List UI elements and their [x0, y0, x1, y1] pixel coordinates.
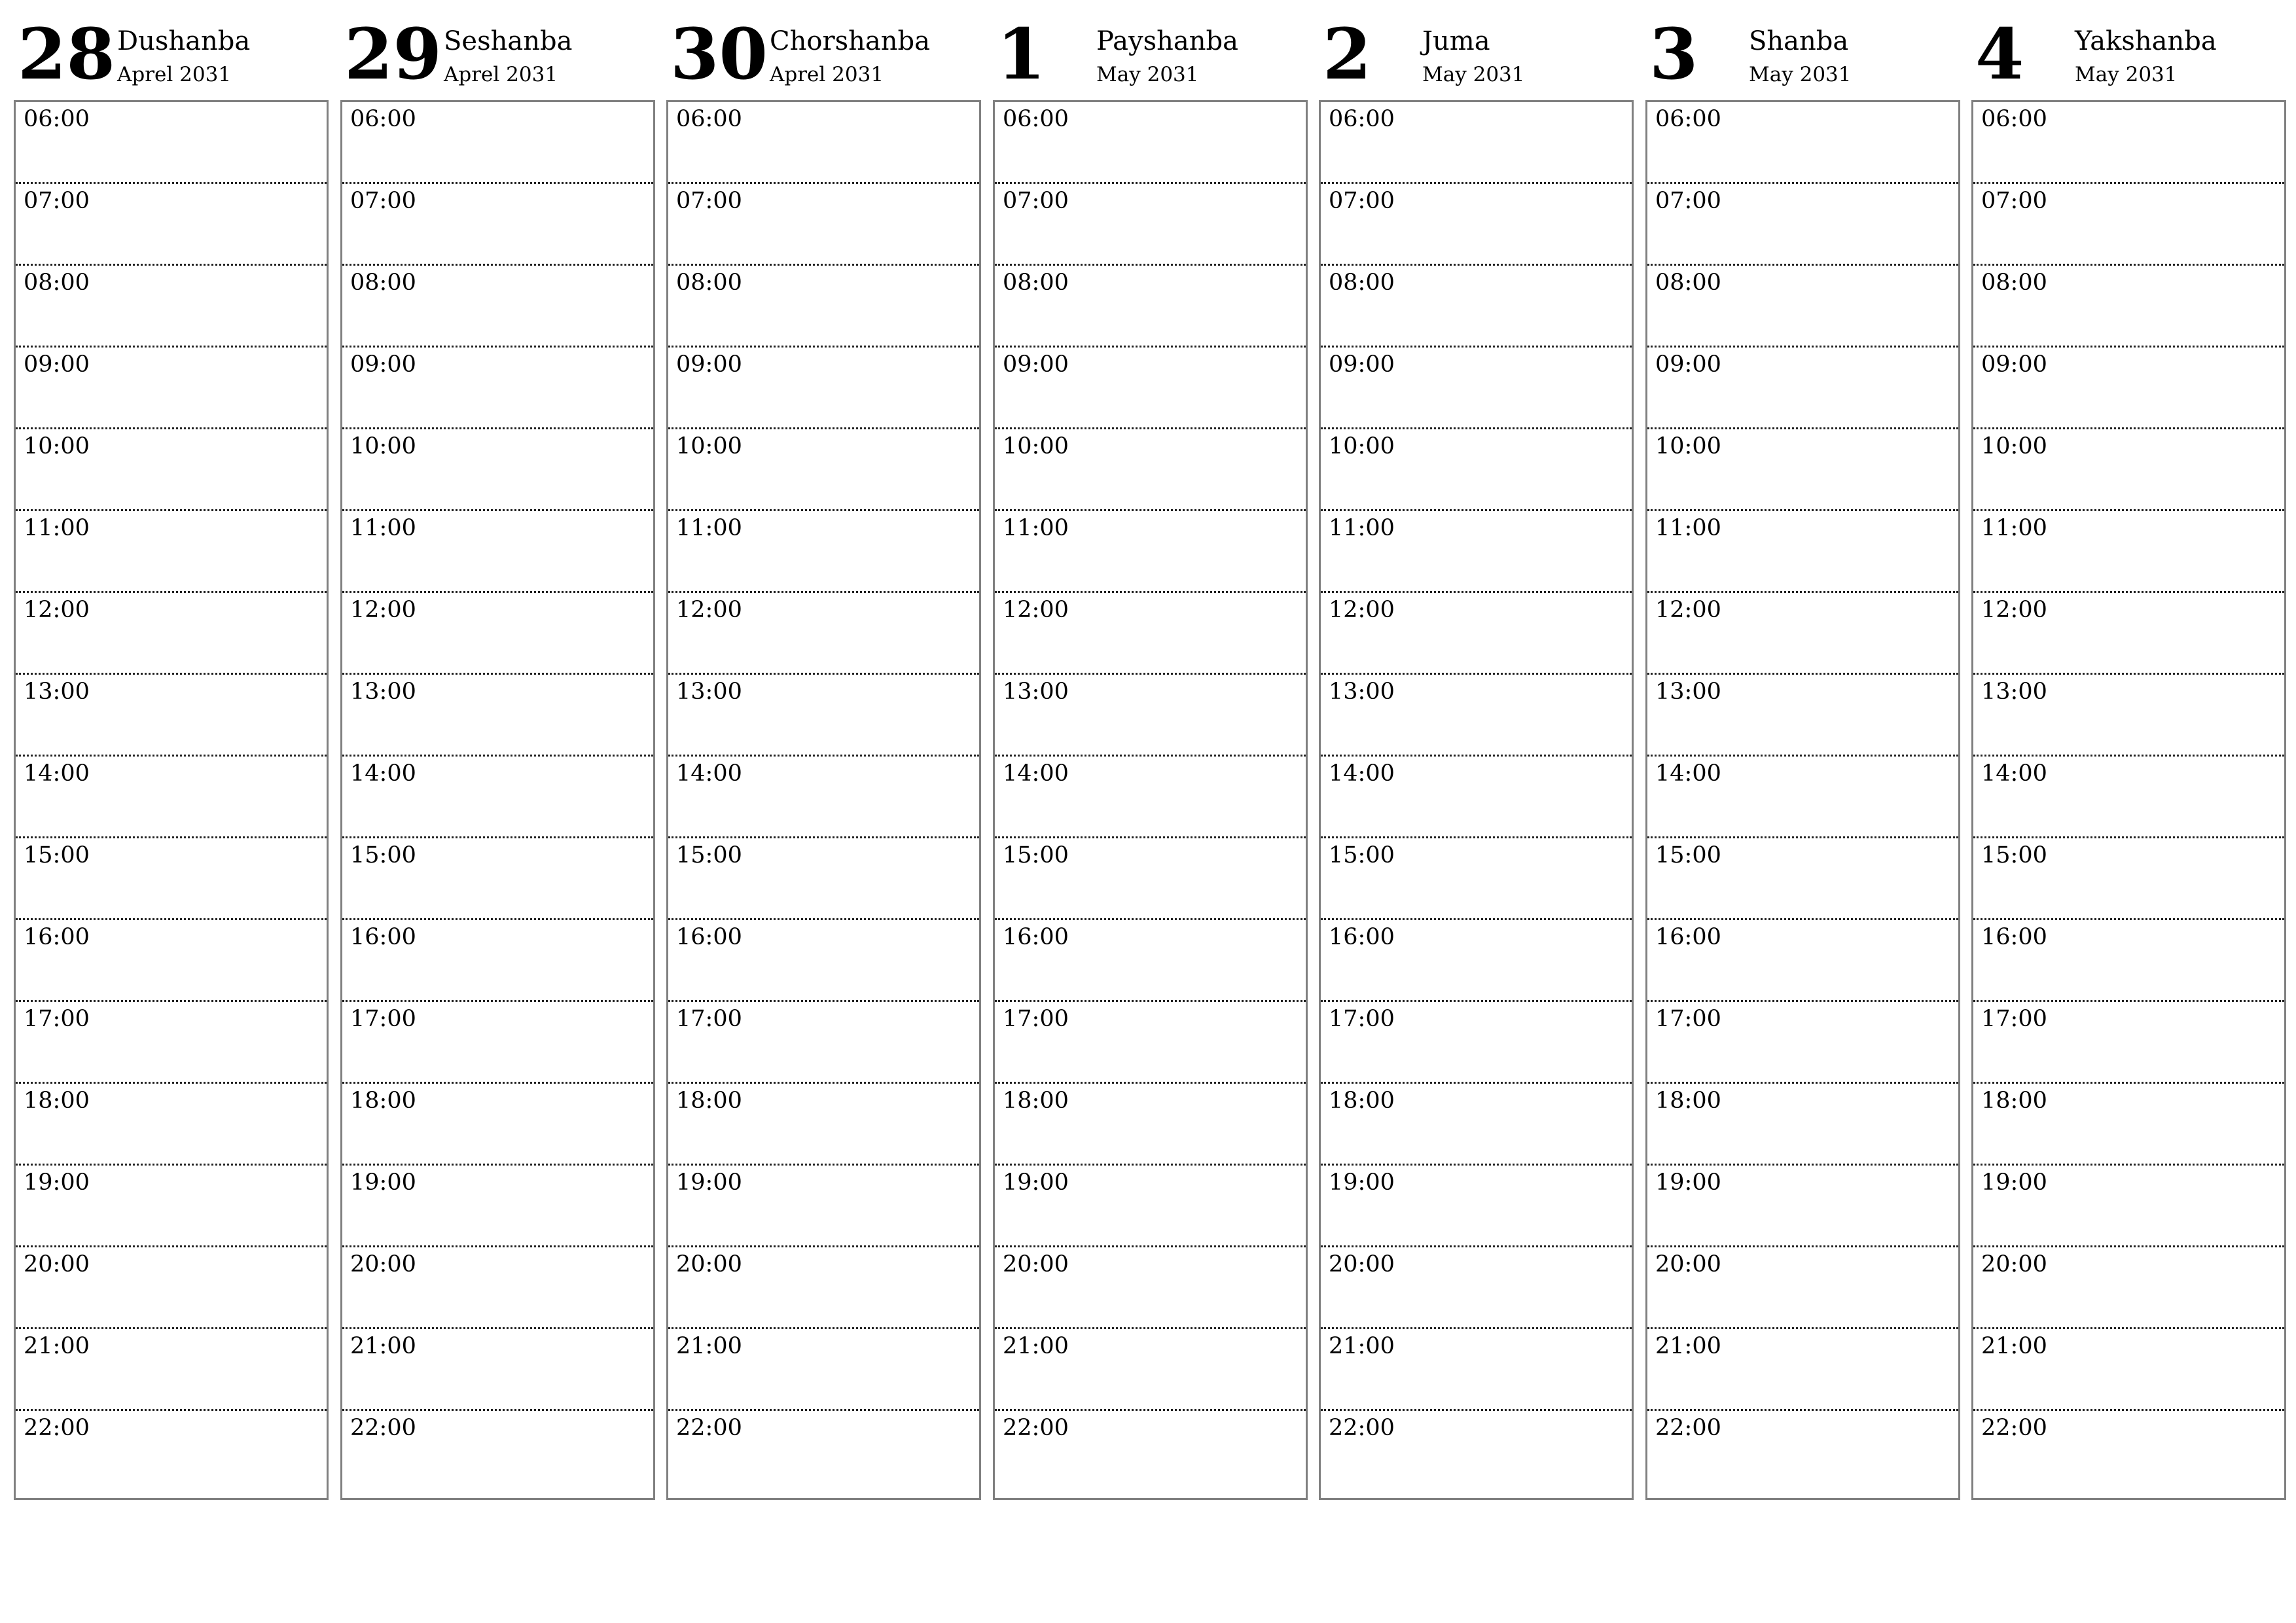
day-number: 4 [1975, 14, 2024, 96]
time-slot[interactable] [342, 348, 653, 429]
time-slot[interactable] [342, 102, 653, 184]
time-slot[interactable] [342, 1084, 653, 1166]
day-header [340, 0, 654, 98]
time-label: 10:00 [676, 433, 742, 459]
time-label: 14:00 [1981, 760, 2047, 787]
time-slot[interactable] [668, 1002, 979, 1084]
time-slot[interactable] [668, 348, 979, 429]
time-slot[interactable] [668, 266, 979, 348]
time-slot[interactable] [16, 675, 327, 757]
time-slot[interactable] [16, 920, 327, 1002]
day-header [666, 0, 980, 98]
time-label: 15:00 [350, 842, 416, 868]
time-slot[interactable] [668, 838, 979, 920]
time-label: 20:00 [1655, 1251, 1721, 1277]
day-column [1971, 0, 2285, 1501]
time-slot[interactable] [16, 184, 327, 266]
time-label: 11:00 [24, 515, 90, 541]
time-label: 20:00 [676, 1251, 742, 1277]
time-label: 16:00 [676, 924, 742, 950]
time-label: 19:00 [676, 1169, 742, 1196]
day-column [1319, 0, 1632, 1501]
time-slot[interactable] [1973, 1247, 2284, 1329]
time-slot[interactable] [342, 838, 653, 920]
time-grid [666, 100, 981, 1500]
time-slot[interactable] [1973, 1002, 2284, 1084]
time-slot[interactable] [1973, 675, 2284, 757]
time-label: 16:00 [350, 924, 416, 950]
time-slot[interactable] [995, 511, 1306, 593]
time-slot[interactable] [342, 429, 653, 511]
time-label: 07:00 [350, 188, 416, 214]
day-name: Juma [1422, 26, 1490, 56]
day-name: Yakshanba [2075, 26, 2217, 56]
time-slot[interactable] [1321, 1084, 1632, 1166]
time-label: 20:00 [350, 1251, 416, 1277]
time-slot[interactable] [1647, 1002, 1958, 1084]
time-slot[interactable] [995, 838, 1306, 920]
time-slot[interactable] [1321, 511, 1632, 593]
time-slot[interactable] [1647, 1329, 1958, 1411]
time-label: 09:00 [1003, 351, 1069, 378]
time-slot[interactable] [16, 838, 327, 920]
time-label: 19:00 [1003, 1169, 1069, 1196]
day-column [666, 0, 980, 1501]
time-slot[interactable] [668, 1329, 979, 1411]
time-slot[interactable] [342, 184, 653, 266]
time-label: 13:00 [676, 679, 742, 705]
time-label: 11:00 [676, 515, 742, 541]
time-grid [14, 100, 329, 1500]
time-slot[interactable] [342, 511, 653, 593]
time-label: 16:00 [24, 924, 90, 950]
day-number: 2 [1323, 14, 1372, 96]
time-label: 09:00 [350, 351, 416, 378]
time-label: 07:00 [24, 188, 90, 214]
time-slot[interactable] [342, 1002, 653, 1084]
time-slot[interactable] [1321, 102, 1632, 184]
time-label: 11:00 [1655, 515, 1721, 541]
time-slot[interactable] [1973, 1166, 2284, 1247]
day-name: Dushanba [117, 26, 251, 56]
time-slot[interactable] [1973, 1329, 2284, 1411]
time-slot[interactable] [16, 1329, 327, 1411]
time-slot[interactable] [668, 1166, 979, 1247]
day-month-year: Aprel 2031 [444, 63, 558, 86]
time-slot[interactable] [995, 757, 1306, 838]
time-label: 12:00 [1003, 597, 1069, 623]
time-label: 08:00 [676, 270, 742, 296]
time-slot[interactable] [1973, 757, 2284, 838]
time-label: 22:00 [350, 1415, 416, 1441]
time-slot[interactable] [1321, 1329, 1632, 1411]
day-number: 30 [670, 14, 768, 96]
time-slot[interactable] [16, 593, 327, 675]
day-name: Chorshanba [770, 26, 930, 56]
time-slot[interactable] [668, 184, 979, 266]
time-slot[interactable] [1647, 920, 1958, 1002]
time-slot[interactable] [1321, 1247, 1632, 1329]
day-number: 28 [18, 14, 115, 96]
time-slot[interactable] [668, 1084, 979, 1166]
time-label: 14:00 [1329, 760, 1395, 787]
time-label: 21:00 [350, 1333, 416, 1359]
time-slot[interactable] [1321, 1166, 1632, 1247]
time-slot[interactable] [342, 266, 653, 348]
time-label: 13:00 [1981, 679, 2047, 705]
time-grid [1645, 100, 1960, 1500]
time-label: 17:00 [24, 1006, 90, 1032]
time-label: 15:00 [1655, 842, 1721, 868]
time-label: 14:00 [676, 760, 742, 787]
time-label: 17:00 [1981, 1006, 2047, 1032]
time-label: 22:00 [1981, 1415, 2047, 1441]
day-column [14, 0, 327, 1501]
time-label: 19:00 [24, 1169, 90, 1196]
time-slot[interactable] [342, 675, 653, 757]
time-label: 19:00 [1329, 1169, 1395, 1196]
time-slot[interactable] [1647, 1084, 1958, 1166]
time-slot[interactable] [1973, 1084, 2284, 1166]
time-label: 16:00 [1981, 924, 2047, 950]
time-slot[interactable] [1321, 266, 1632, 348]
time-slot[interactable] [16, 348, 327, 429]
time-label: 09:00 [24, 351, 90, 378]
time-label: 10:00 [1981, 433, 2047, 459]
time-slot[interactable] [668, 1411, 979, 1493]
time-slot[interactable] [1973, 429, 2284, 511]
time-label: 19:00 [1981, 1169, 2047, 1196]
time-slot[interactable] [342, 920, 653, 1002]
time-label: 09:00 [1981, 351, 2047, 378]
time-label: 22:00 [1329, 1415, 1395, 1441]
time-slot[interactable] [1647, 757, 1958, 838]
time-slot[interactable] [995, 1166, 1306, 1247]
time-slot[interactable] [342, 1411, 653, 1493]
time-label: 21:00 [1655, 1333, 1721, 1359]
day-number: 3 [1649, 14, 1698, 96]
time-slot[interactable] [1647, 511, 1958, 593]
time-slot[interactable] [995, 1411, 1306, 1493]
time-label: 08:00 [1329, 270, 1395, 296]
day-header [1645, 0, 1959, 98]
time-slot[interactable] [668, 757, 979, 838]
time-grid [1319, 100, 1634, 1500]
time-label: 07:00 [1329, 188, 1395, 214]
day-month-year: May 2031 [1749, 63, 1852, 86]
time-label: 06:00 [1329, 106, 1395, 132]
time-slot[interactable] [995, 1084, 1306, 1166]
time-slot[interactable] [668, 920, 979, 1002]
time-label: 20:00 [1981, 1251, 2047, 1277]
time-label: 14:00 [350, 760, 416, 787]
time-label: 22:00 [676, 1415, 742, 1441]
time-slot[interactable] [995, 675, 1306, 757]
day-month-year: May 2031 [1096, 63, 1199, 86]
time-label: 18:00 [1655, 1088, 1721, 1114]
time-slot[interactable] [1973, 266, 2284, 348]
time-slot[interactable] [1321, 757, 1632, 838]
time-slot[interactable] [1647, 675, 1958, 757]
time-slot[interactable] [1973, 593, 2284, 675]
day-name: Shanba [1749, 26, 1849, 56]
time-slot[interactable] [668, 511, 979, 593]
time-label: 08:00 [1981, 270, 2047, 296]
time-label: 06:00 [24, 106, 90, 132]
time-slot[interactable] [1647, 838, 1958, 920]
time-slot[interactable] [16, 429, 327, 511]
time-slot[interactable] [1321, 920, 1632, 1002]
time-label: 12:00 [350, 597, 416, 623]
time-slot[interactable] [1321, 184, 1632, 266]
time-label: 07:00 [676, 188, 742, 214]
time-slot[interactable] [1973, 184, 2284, 266]
time-slot[interactable] [1973, 838, 2284, 920]
day-number: 1 [997, 14, 1046, 96]
time-grid [1971, 100, 2286, 1500]
time-slot[interactable] [995, 920, 1306, 1002]
time-label: 15:00 [1329, 842, 1395, 868]
time-label: 21:00 [1329, 1333, 1395, 1359]
time-label: 21:00 [1981, 1333, 2047, 1359]
time-label: 20:00 [24, 1251, 90, 1277]
time-label: 09:00 [1329, 351, 1395, 378]
time-slot[interactable] [342, 1247, 653, 1329]
time-slot[interactable] [1647, 1247, 1958, 1329]
time-label: 22:00 [1003, 1415, 1069, 1441]
time-label: 13:00 [1003, 679, 1069, 705]
time-label: 13:00 [1329, 679, 1395, 705]
time-label: 21:00 [24, 1333, 90, 1359]
time-slot[interactable] [1321, 593, 1632, 675]
time-label: 09:00 [676, 351, 742, 378]
time-label: 07:00 [1003, 188, 1069, 214]
time-slot[interactable] [1321, 1002, 1632, 1084]
time-label: 17:00 [1003, 1006, 1069, 1032]
time-slot[interactable] [995, 1329, 1306, 1411]
time-slot[interactable] [668, 593, 979, 675]
time-slot[interactable] [16, 102, 327, 184]
time-label: 18:00 [350, 1088, 416, 1114]
time-slot[interactable] [1321, 675, 1632, 757]
time-label: 14:00 [24, 760, 90, 787]
time-label: 18:00 [1981, 1088, 2047, 1114]
time-label: 06:00 [1003, 106, 1069, 132]
time-label: 15:00 [676, 842, 742, 868]
time-slot[interactable] [995, 1002, 1306, 1084]
time-slot[interactable] [668, 102, 979, 184]
time-label: 10:00 [350, 433, 416, 459]
time-slot[interactable] [1321, 429, 1632, 511]
time-slot[interactable] [342, 593, 653, 675]
time-slot[interactable] [1647, 184, 1958, 266]
time-label: 11:00 [1329, 515, 1395, 541]
time-label: 20:00 [1003, 1251, 1069, 1277]
time-grid [993, 100, 1308, 1500]
time-slot[interactable] [995, 102, 1306, 184]
time-label: 15:00 [1003, 842, 1069, 868]
time-label: 17:00 [350, 1006, 416, 1032]
day-name: Payshanba [1096, 26, 1238, 56]
time-label: 18:00 [1003, 1088, 1069, 1114]
time-label: 10:00 [1329, 433, 1395, 459]
time-label: 13:00 [24, 679, 90, 705]
time-slot[interactable] [668, 675, 979, 757]
time-label: 12:00 [676, 597, 742, 623]
time-label: 17:00 [1329, 1006, 1395, 1032]
time-label: 18:00 [1329, 1088, 1395, 1114]
time-label: 10:00 [1003, 433, 1069, 459]
time-slot[interactable] [1973, 511, 2284, 593]
time-label: 10:00 [24, 433, 90, 459]
time-label: 19:00 [350, 1169, 416, 1196]
time-slot[interactable] [1647, 593, 1958, 675]
time-slot[interactable] [995, 1247, 1306, 1329]
time-label: 13:00 [1655, 679, 1721, 705]
time-label: 22:00 [1655, 1415, 1721, 1441]
time-label: 12:00 [1655, 597, 1721, 623]
time-label: 08:00 [1003, 270, 1069, 296]
time-label: 12:00 [1329, 597, 1395, 623]
day-column [340, 0, 654, 1501]
time-label: 08:00 [24, 270, 90, 296]
time-slot[interactable] [1321, 348, 1632, 429]
time-label: 18:00 [676, 1088, 742, 1114]
time-slot[interactable] [16, 511, 327, 593]
time-label: 22:00 [24, 1415, 90, 1441]
day-month-year: May 2031 [2075, 63, 2178, 86]
time-label: 14:00 [1655, 760, 1721, 787]
time-label: 12:00 [24, 597, 90, 623]
time-slot[interactable] [342, 1329, 653, 1411]
time-slot[interactable] [16, 1247, 327, 1329]
time-label: 16:00 [1003, 924, 1069, 950]
day-name: Seshanba [444, 26, 573, 56]
time-label: 06:00 [350, 106, 416, 132]
day-header [1319, 0, 1632, 98]
time-label: 18:00 [24, 1088, 90, 1114]
time-slot[interactable] [16, 757, 327, 838]
time-label: 17:00 [676, 1006, 742, 1032]
time-label: 06:00 [1655, 106, 1721, 132]
time-slot[interactable] [1973, 102, 2284, 184]
time-slot[interactable] [342, 757, 653, 838]
time-label: 17:00 [1655, 1006, 1721, 1032]
day-month-year: May 2031 [1422, 63, 1525, 86]
day-month-year: Aprel 2031 [770, 63, 884, 86]
time-label: 16:00 [1329, 924, 1395, 950]
time-slot[interactable] [1321, 838, 1632, 920]
time-label: 21:00 [676, 1333, 742, 1359]
time-slot[interactable] [16, 1084, 327, 1166]
time-label: 11:00 [1981, 515, 2047, 541]
time-slot[interactable] [16, 1411, 327, 1493]
time-label: 15:00 [1981, 842, 2047, 868]
time-label: 19:00 [1655, 1169, 1721, 1196]
day-header [14, 0, 327, 98]
time-label: 13:00 [350, 679, 416, 705]
time-label: 16:00 [1655, 924, 1721, 950]
time-label: 10:00 [1655, 433, 1721, 459]
time-slot[interactable] [1647, 429, 1958, 511]
time-label: 20:00 [1329, 1251, 1395, 1277]
time-slot[interactable] [1973, 348, 2284, 429]
time-slot[interactable] [1321, 1411, 1632, 1493]
time-label: 08:00 [350, 270, 416, 296]
time-label: 07:00 [1981, 188, 2047, 214]
time-slot[interactable] [16, 1002, 327, 1084]
day-column [1645, 0, 1959, 1501]
day-number: 29 [344, 14, 442, 96]
time-slot[interactable] [995, 266, 1306, 348]
time-slot[interactable] [995, 429, 1306, 511]
time-grid [340, 100, 655, 1500]
day-header [1971, 0, 2285, 98]
time-slot[interactable] [1647, 348, 1958, 429]
time-slot[interactable] [668, 1247, 979, 1329]
time-label: 15:00 [24, 842, 90, 868]
time-label: 06:00 [676, 106, 742, 132]
time-slot[interactable] [668, 429, 979, 511]
time-label: 11:00 [350, 515, 416, 541]
time-label: 21:00 [1003, 1333, 1069, 1359]
time-slot[interactable] [1647, 266, 1958, 348]
day-month-year: Aprel 2031 [117, 63, 232, 86]
day-header [993, 0, 1306, 98]
time-label: 11:00 [1003, 515, 1069, 541]
time-slot[interactable] [16, 266, 327, 348]
time-slot[interactable] [1973, 1411, 2284, 1493]
time-slot[interactable] [342, 1166, 653, 1247]
time-label: 08:00 [1655, 270, 1721, 296]
time-label: 14:00 [1003, 760, 1069, 787]
time-slot[interactable] [16, 1166, 327, 1247]
time-slot[interactable] [995, 184, 1306, 266]
time-slot[interactable] [1647, 1411, 1958, 1493]
time-label: 06:00 [1981, 106, 2047, 132]
time-label: 12:00 [1981, 597, 2047, 623]
time-slot[interactable] [995, 348, 1306, 429]
time-slot[interactable] [995, 593, 1306, 675]
day-column [993, 0, 1306, 1501]
time-label: 07:00 [1655, 188, 1721, 214]
time-slot[interactable] [1647, 102, 1958, 184]
time-slot[interactable] [1973, 920, 2284, 1002]
time-slot[interactable] [1647, 1166, 1958, 1247]
time-label: 09:00 [1655, 351, 1721, 378]
